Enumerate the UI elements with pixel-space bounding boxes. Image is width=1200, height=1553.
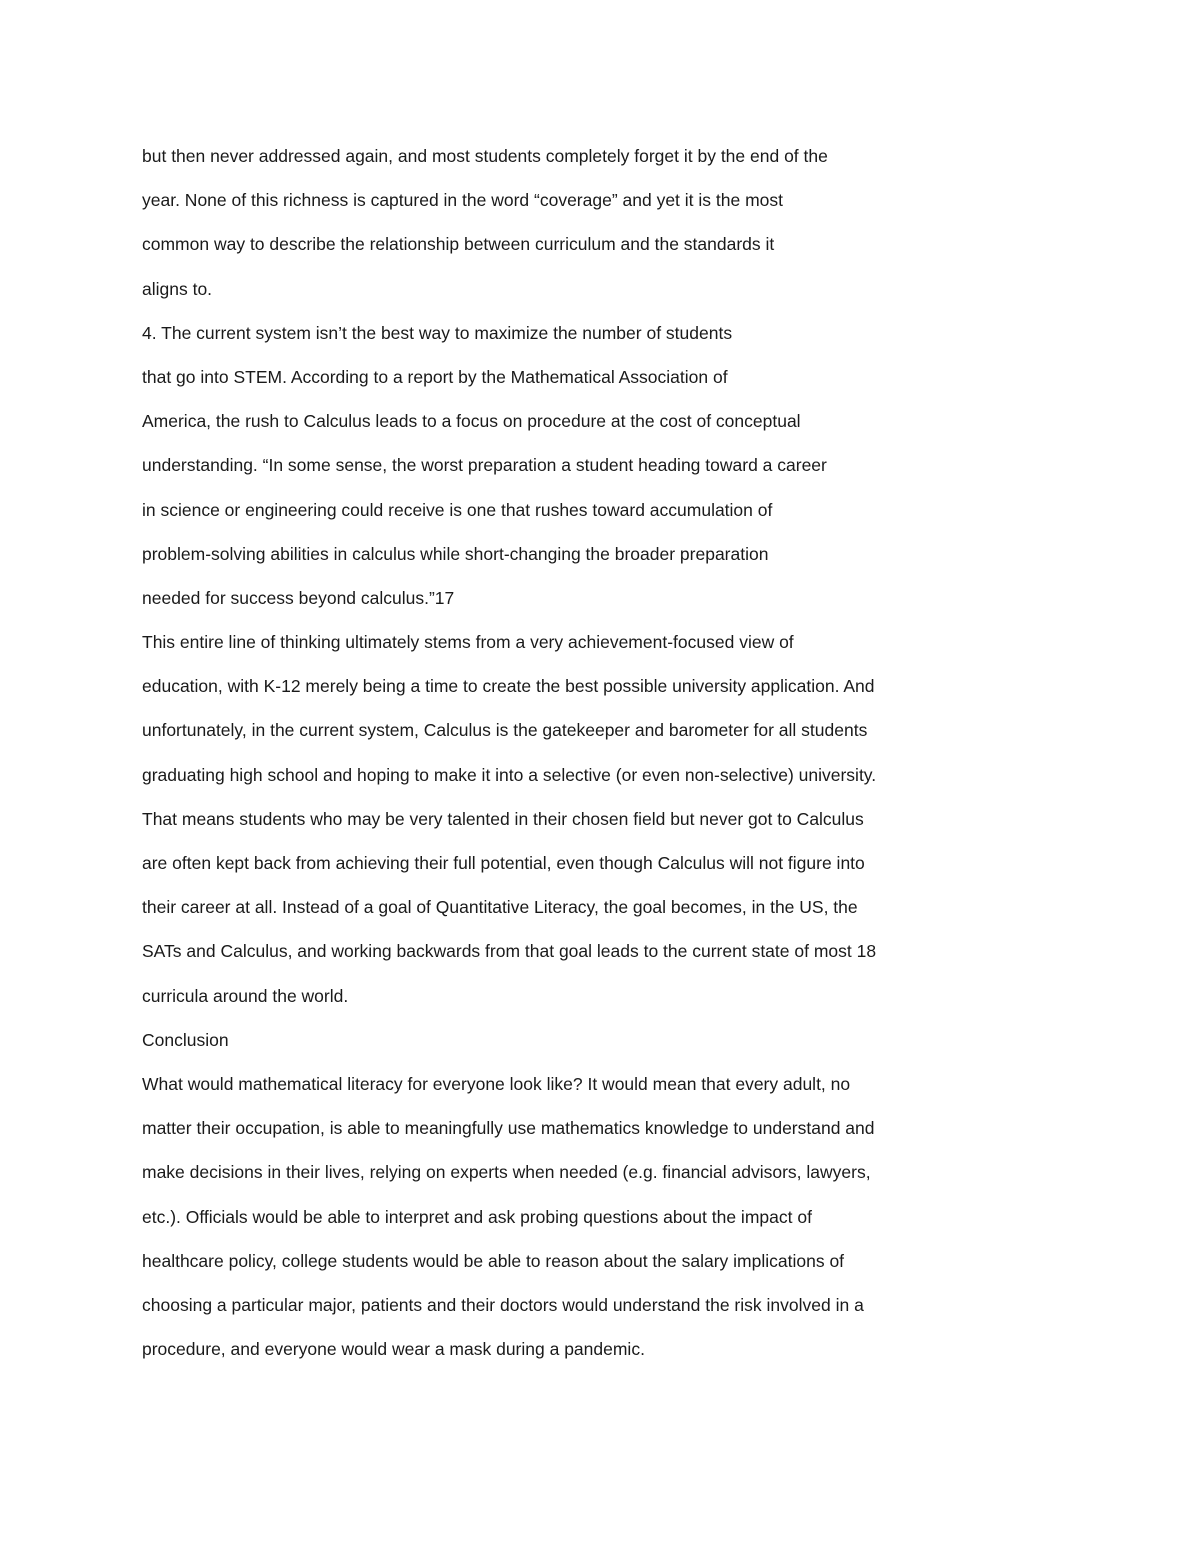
section-heading: Conclusion (142, 1029, 229, 1050)
text-line: unfortunately, in the current system, Calculus is the gatekeeper and barometer for all students (142, 720, 868, 741)
text-line: that go into STEM. According to a report by the Mathematical Association of (142, 366, 728, 387)
text-line: year. None of this richness is captured in the word “coverage” and yet it is the most (142, 190, 784, 211)
text-line: but then never addressed again, and most students completely forget it by the end of the (142, 146, 828, 166)
text-line: in science or engineering could receive is one that rushes toward accumulation of (142, 499, 773, 520)
text-line: choosing a particular major, patients and their doctors would understand the risk involved in a (142, 1294, 864, 1315)
text-line: needed for success beyond calculus.”17 (142, 587, 455, 608)
text-line: their career at all. Instead of a goal of Quantitative Literacy, the goal becomes, in the US, the (142, 897, 858, 918)
text-line: problem-solving abilities in calculus while short-changing the broader preparation (142, 543, 769, 564)
text-line: SATs and Calculus, and working backwards from that goal leads to the current state of most 18 (142, 941, 877, 962)
text-line: etc.). Officials would be able to interpret and ask probing questions about the impact of (142, 1206, 812, 1227)
text-line: healthcare policy, college students would be able to reason about the salary implications of (142, 1250, 845, 1271)
text-line: make decisions in their lives, relying on experts when needed (e.g. financial advisors, lawyers, (142, 1162, 871, 1183)
text-line: graduating high school and hoping to make it into a selective (or even non-selective) university. (142, 764, 877, 785)
numbered-point-line: 4. The current system isn’t the best way to maximize the number of students (142, 322, 733, 343)
text-line: matter their occupation, is able to meaningfully use mathematics knowledge to understand and (142, 1118, 875, 1139)
text-line: America, the rush to Calculus leads to a focus on procedure at the cost of conceptual (142, 411, 801, 432)
text-line: procedure, and everyone would wear a mask during a pandemic. (142, 1339, 645, 1360)
text-line: are often kept back from achieving their full potential, even though Calculus will not figure into (142, 853, 865, 873)
text-line: aligns to. (142, 278, 213, 299)
text-line: understanding. “In some sense, the worst preparation a student heading toward a career (142, 455, 827, 476)
text-line: curricula around the world. (142, 985, 349, 1006)
text-line: What would mathematical literacy for everyone look like? It would mean that every adult, no (142, 1073, 851, 1094)
text-line: common way to describe the relationship between curriculum and the standards it (142, 234, 775, 255)
document-body (142, 140, 1042, 1377)
text-line: education, with K-12 merely being a time to create the best possible university application. And (142, 676, 875, 697)
text-line: This entire line of thinking ultimately stems from a very achievement-focused view of (142, 632, 794, 653)
text-line: That means students who may be very talented in their chosen field but never got to Calculus (142, 808, 864, 829)
